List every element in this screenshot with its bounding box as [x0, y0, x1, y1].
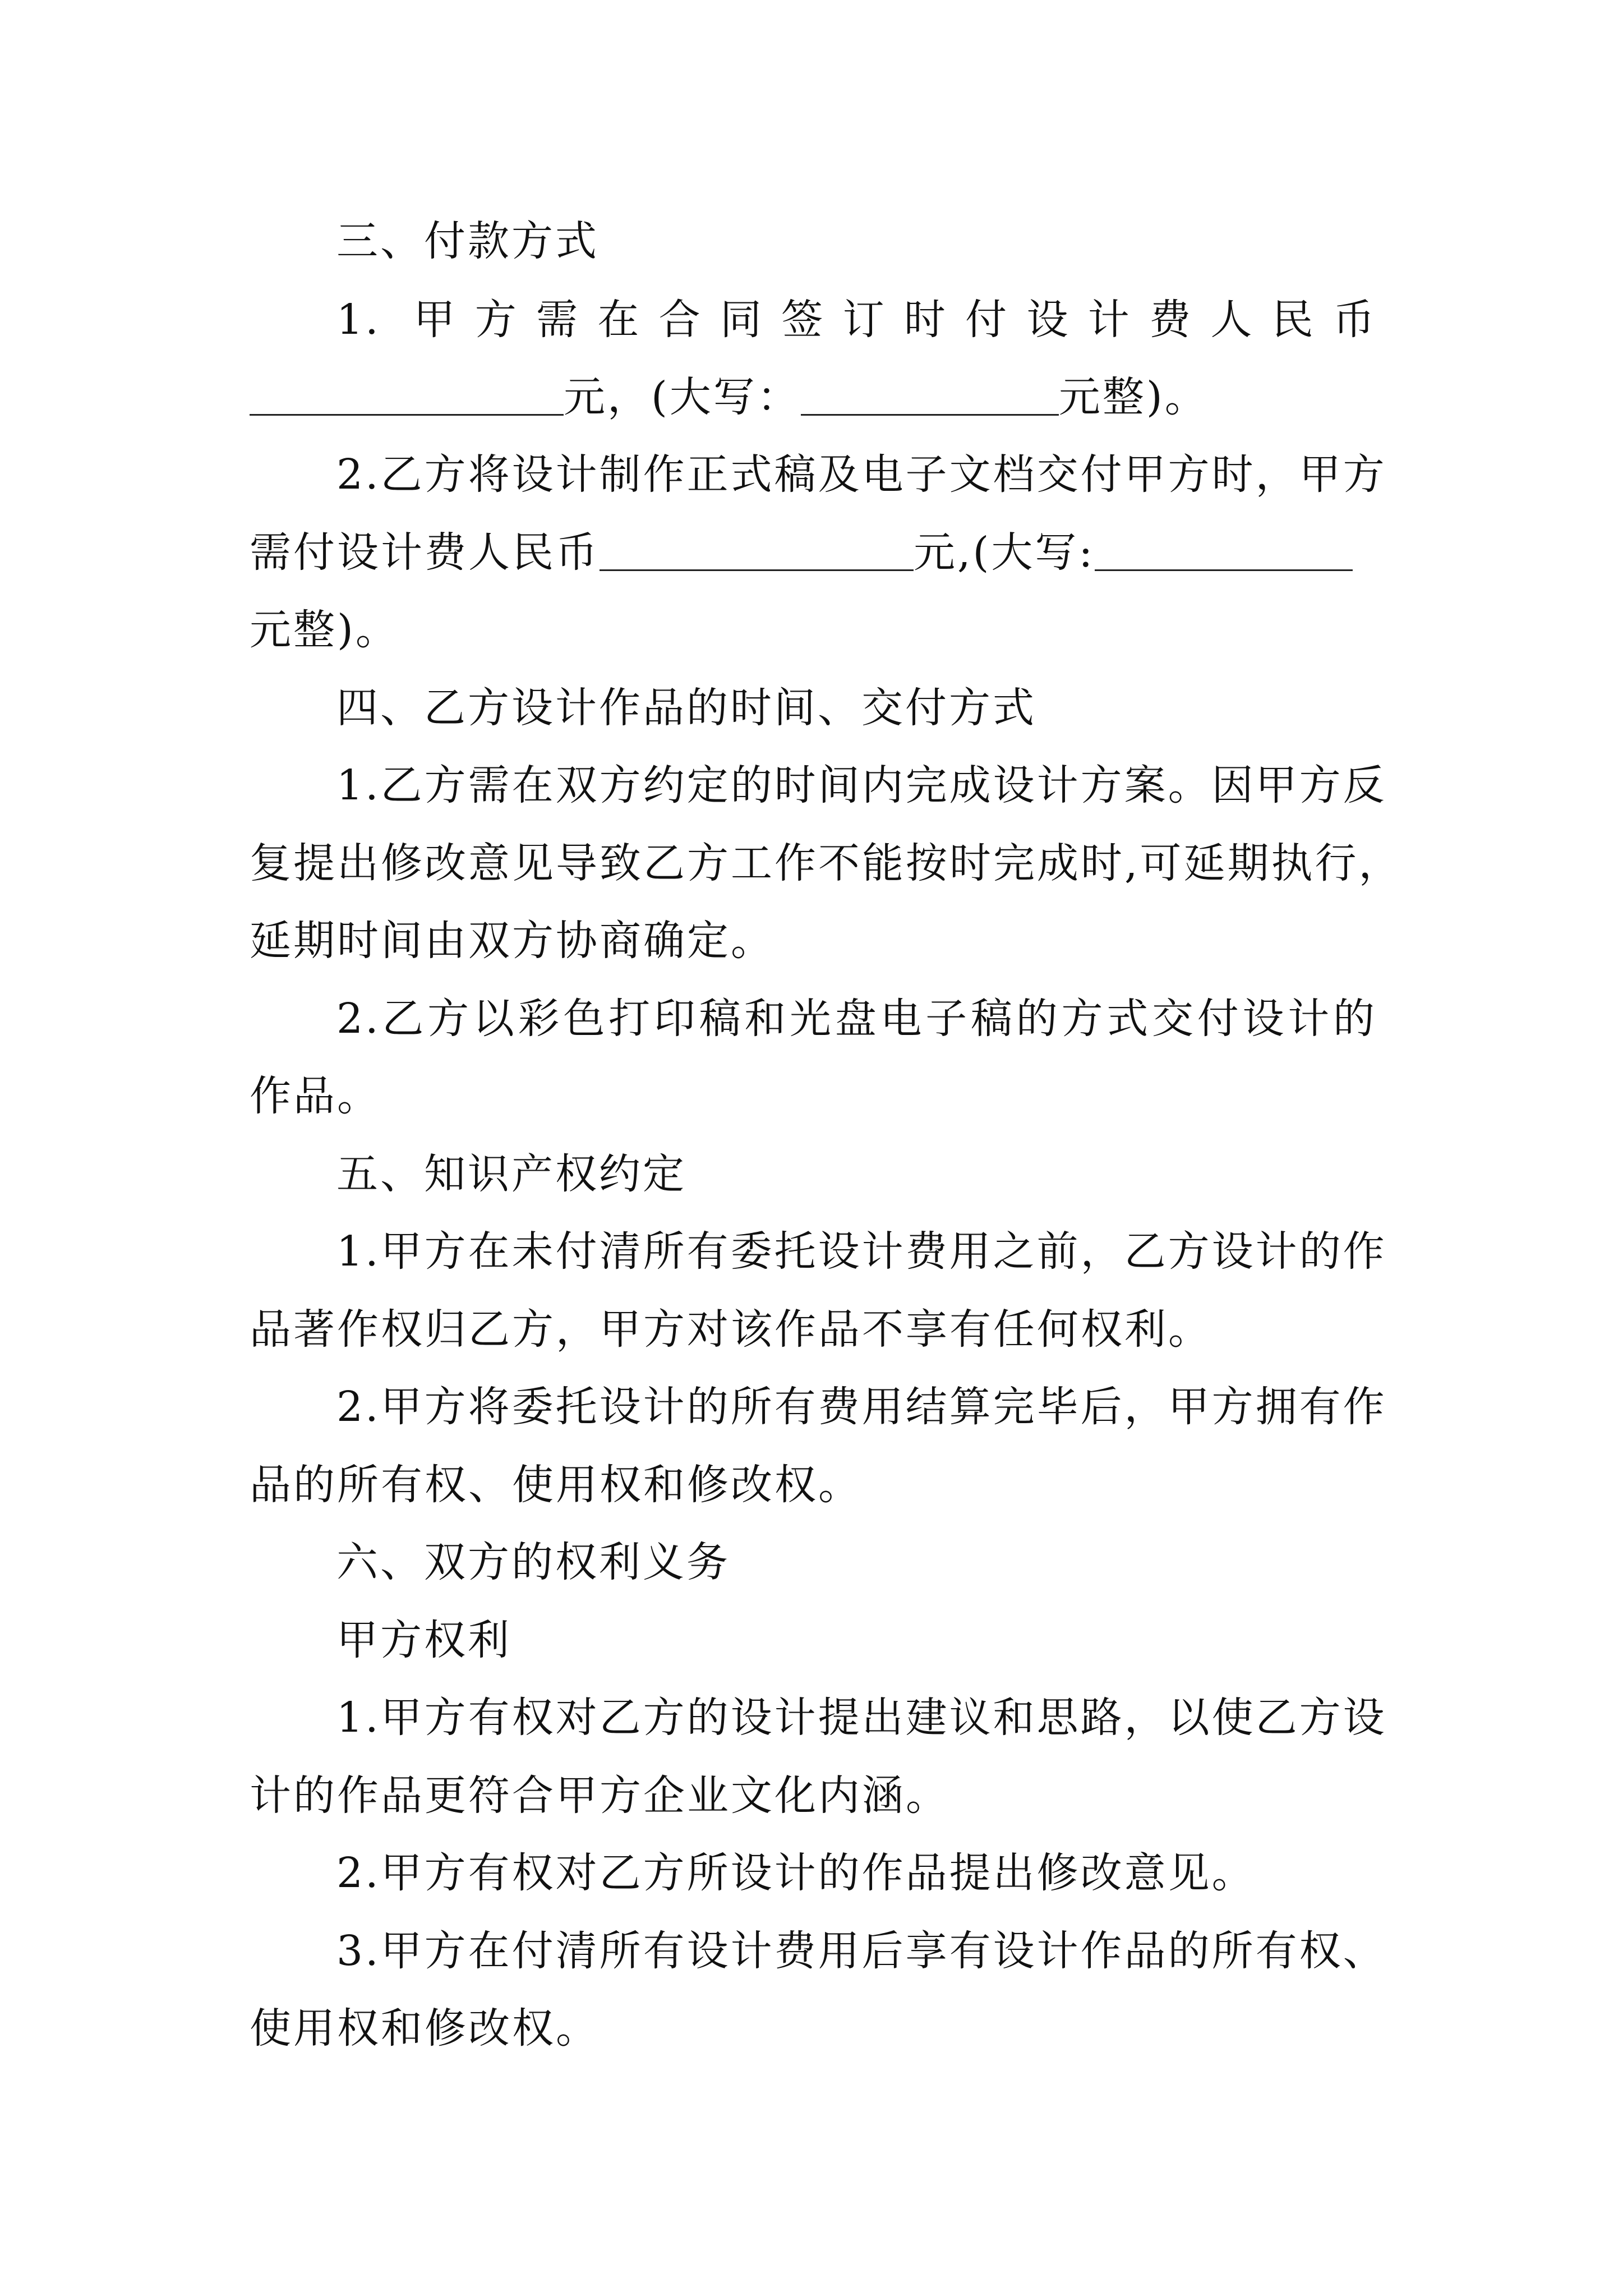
- ip-item-1-line-2: 品著作权归乙方，甲方对该作品不享有任何权利。: [250, 1305, 1212, 1354]
- amount-blank: [250, 375, 564, 416]
- payment-item-2-mid: 元,(大写:: [914, 528, 1095, 577]
- amount-in-words-blank-2: [1095, 530, 1353, 571]
- ip-item-2-line-1: 2.甲方将委托设计的所有费用结算完毕后，甲方拥有作: [336, 1383, 1387, 1431]
- delivery-item-1-line-2: 复提出修改意见导致乙方工作不能按时完成时,可延期执行，: [250, 839, 1403, 887]
- ip-item-1-line-1: 1.甲方在未付清所有委托设计费用之前，乙方设计的作: [336, 1227, 1387, 1276]
- section-heading-ip: 五、知识产权约定: [336, 1150, 686, 1198]
- payment-item-1-end: 元整)。: [1058, 373, 1209, 421]
- rights-item-1-line-1: 1.甲方有权对乙方的设计提出建议和思路，以使乙方设: [336, 1694, 1387, 1742]
- payment-item-2-line-1: 2.乙方将设计制作正式稿及电子文档交付甲方时，甲方: [336, 450, 1387, 499]
- payment-item-2-start: 需付设计费人民币: [250, 528, 600, 577]
- rights-item-3-line-2: 使用权和修改权。: [250, 2004, 600, 2053]
- section-heading-delivery: 四、乙方设计作品的时间、交付方式: [336, 684, 1036, 732]
- payment-item-1-line-2: [250, 369, 1377, 425]
- section-heading-payment: 三、付款方式: [336, 217, 599, 265]
- section-heading-rights: 六、双方的权利义务: [336, 1538, 730, 1586]
- delivery-item-2-line-1: 2.乙方以彩色打印稿和光盘电子稿的方式交付设计的: [336, 995, 1377, 1043]
- payment-item-1-unit: 元，(大写：: [564, 373, 801, 421]
- ip-item-2-line-2: 品的所有权、使用权和修改权。: [250, 1461, 862, 1509]
- payment-item-2-line-3: 元整)。: [250, 606, 399, 654]
- amount-in-words-blank: [801, 375, 1059, 416]
- payment-item-2-line-2: [250, 524, 1377, 581]
- amount-blank-2: [600, 530, 914, 571]
- rights-item-3-line-1: 3.甲方在付清所有设计费用后享有设计作品的所有权、: [336, 1927, 1387, 1975]
- delivery-item-1-line-3: 延期时间由双方协商确定。: [250, 917, 774, 965]
- rights-item-1-line-2: 计的作品更符合甲方企业文化内涵。: [250, 1772, 949, 1820]
- subheading-party-a-rights: 甲方权利: [336, 1616, 511, 1664]
- delivery-item-1-line-1: 1.乙方需在双方约定的时间内完成设计方案。因甲方反: [336, 761, 1387, 809]
- rights-item-2-line-1: 2.甲方有权对乙方所设计的作品提出修改意见。: [336, 1849, 1256, 1897]
- delivery-item-2-line-2: 作品。: [250, 1072, 381, 1120]
- payment-item-1-line-1: 1. 甲方需在合同签订时付设计费人民币: [336, 296, 1377, 344]
